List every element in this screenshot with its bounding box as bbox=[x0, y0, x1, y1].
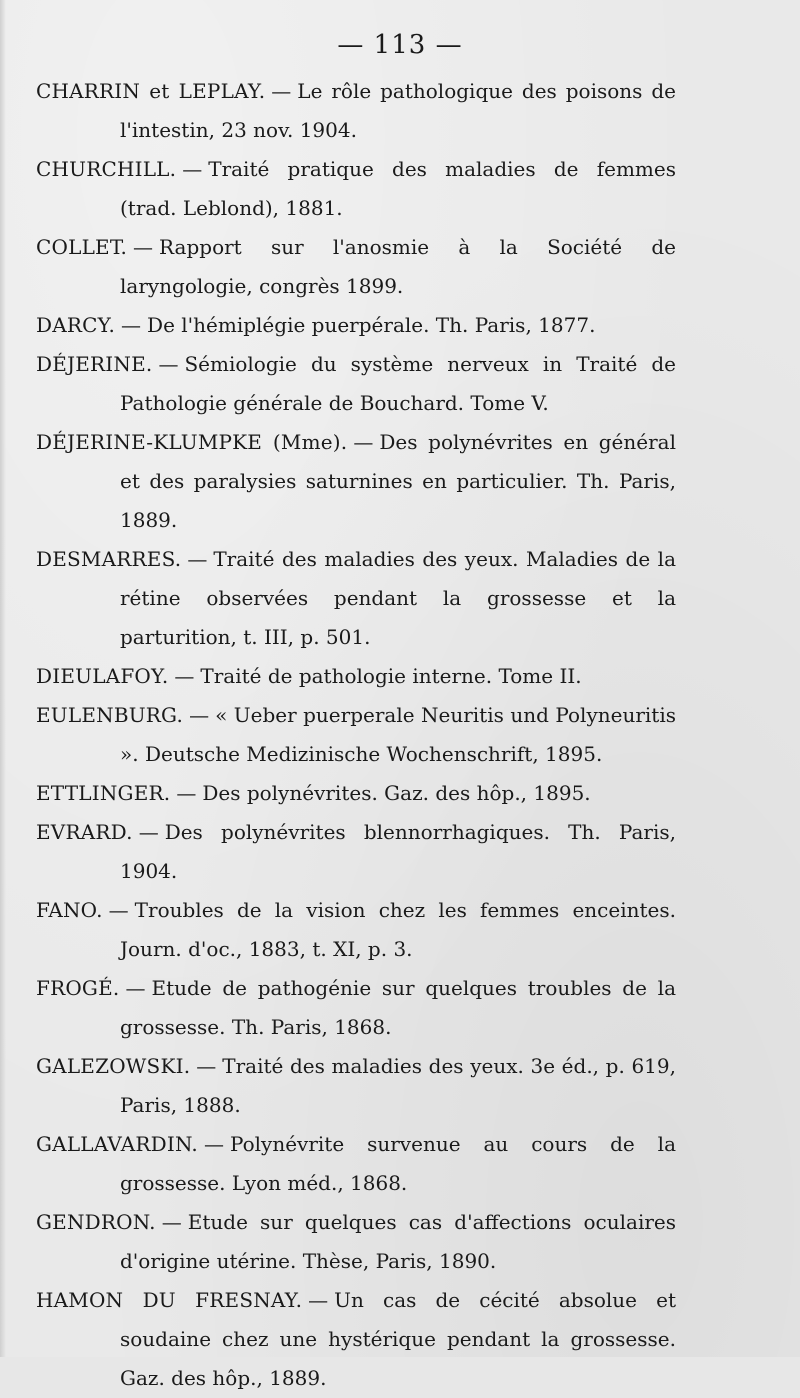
entry-author: CHURCHILL. bbox=[36, 157, 177, 181]
bibliography-entry bbox=[36, 423, 676, 540]
entry-author: EVRARD. bbox=[36, 820, 133, 844]
entry-separator: — bbox=[158, 352, 179, 376]
entry-text: Rapport sur l'anosmie à la Société de laryngologie, congrès 1899. bbox=[120, 235, 676, 298]
bibliography-entry bbox=[36, 228, 676, 306]
entry-author: DIEULAFOY. bbox=[36, 664, 169, 688]
bibliography-entry bbox=[36, 657, 676, 696]
bibliography-entry bbox=[36, 696, 676, 774]
bibliography-entry bbox=[36, 774, 676, 813]
entry-separator: — bbox=[108, 898, 129, 922]
entry-author: GALLAVARDIN. bbox=[36, 1132, 198, 1156]
entry-text: Etude sur quelques cas d'affections oculaires d'origine utérine. Thèse, Paris, 1890. bbox=[120, 1210, 676, 1273]
bibliography-entry bbox=[36, 1203, 676, 1281]
entry-author: HAMON DU FRESNAY. bbox=[36, 1288, 303, 1312]
page-edge-shadow bbox=[0, 0, 6, 1357]
entry-separator: — bbox=[138, 820, 159, 844]
bibliography-entry bbox=[36, 1281, 676, 1398]
entry-separator: — bbox=[176, 781, 197, 805]
entry-text: Traité des maladies des yeux. Maladies de la rétine observées pendant la grossesse et la parturition, t. III, p. 501. bbox=[120, 547, 676, 649]
entry-separator: — bbox=[203, 1132, 224, 1156]
entry-separator: — bbox=[187, 547, 208, 571]
entry-text: Des polynévrites blennorrhagiques. Th. Paris, 1904. bbox=[120, 820, 676, 883]
entry-author: EULENBURG. bbox=[36, 703, 184, 727]
entry-separator: — bbox=[189, 703, 210, 727]
entry-author: GENDRON. bbox=[36, 1210, 156, 1234]
entry-text: Le rôle pathologique des poisons de l'intestin, 23 nov. 1904. bbox=[120, 79, 676, 142]
entry-text: Traité pratique des maladies de femmes (trad. Leblond), 1881. bbox=[120, 157, 676, 220]
entry-author: CHARRIN et LEPLAY. bbox=[36, 79, 266, 103]
entry-separator: — bbox=[182, 157, 203, 181]
bibliography-list bbox=[36, 72, 676, 1398]
entry-author: DARCY. bbox=[36, 313, 116, 337]
entry-separator: — bbox=[271, 79, 292, 103]
entry-text: Des polynévrites en général et des paralysies saturnines en particulier. Th. Paris, 1889. bbox=[120, 430, 676, 532]
bibliography-entry bbox=[36, 1125, 676, 1203]
entry-text: De l'hémiplégie puerpérale. Th. Paris, 1877. bbox=[147, 313, 596, 337]
entry-author: COLLET. bbox=[36, 235, 128, 259]
entry-text: Etude de pathogénie sur quelques troubles de la grossesse. Th. Paris, 1868. bbox=[120, 976, 676, 1039]
entry-author: DÉJERINE-KLUMPKE (Mme). bbox=[36, 430, 348, 454]
bibliography-entry bbox=[36, 813, 676, 891]
bibliography-entry bbox=[36, 891, 676, 969]
entry-separator: — bbox=[196, 1054, 217, 1078]
bibliography-entry bbox=[36, 345, 676, 423]
bibliography-entry bbox=[36, 306, 676, 345]
bibliography-entry bbox=[36, 969, 676, 1047]
entry-author: FROGÉ. bbox=[36, 976, 120, 1000]
entry-author: DESMARRES. bbox=[36, 547, 182, 571]
entry-text: « Ueber puerperale Neuritis und Polyneuritis ». Deutsche Medizinische Wochenschrift, 1895. bbox=[120, 703, 676, 766]
entry-text: Un cas de cécité absolue et soudaine chez une hystérique pendant la grossesse. Gaz. des hôp., 1889. bbox=[120, 1288, 677, 1390]
entry-separator: — bbox=[133, 235, 154, 259]
entry-text: Sémiologie du système nerveux in Traité de Pathologie générale de Bouchard. Tome V. bbox=[120, 352, 676, 415]
entry-text: Polynévrite survenue au cours de la grossesse. Lyon méd., 1868. bbox=[120, 1132, 676, 1195]
entry-separator: — bbox=[161, 1210, 182, 1234]
entry-author: FANO. bbox=[36, 898, 103, 922]
bibliography-entry bbox=[36, 1047, 676, 1125]
entry-separator: — bbox=[125, 976, 146, 1000]
entry-author: GALEZOWSKI. bbox=[36, 1054, 191, 1078]
entry-author: ETTLINGER. bbox=[36, 781, 171, 805]
entry-separator: — bbox=[121, 313, 142, 337]
entry-separator: — bbox=[174, 664, 195, 688]
entry-text: Traité des maladies des yeux. 3e éd., p. 619, Paris, 1888. bbox=[120, 1054, 676, 1117]
entry-author: DÉJERINE. bbox=[36, 352, 153, 376]
entry-text: Traité de pathologie interne. Tome II. bbox=[200, 664, 582, 688]
bibliography-entry bbox=[36, 72, 676, 150]
entry-separator: — bbox=[308, 1288, 329, 1312]
bibliography-entry bbox=[36, 150, 676, 228]
entry-text: Troubles de la vision chez les femmes enceintes. Journ. d'oc., 1883, t. XI, p. 3. bbox=[120, 898, 676, 961]
page-number: — 113 — bbox=[337, 30, 463, 60]
entry-text: Des polynévrites. Gaz. des hôp., 1895. bbox=[202, 781, 591, 805]
bibliography-entry bbox=[36, 540, 676, 657]
entry-separator: — bbox=[353, 430, 374, 454]
